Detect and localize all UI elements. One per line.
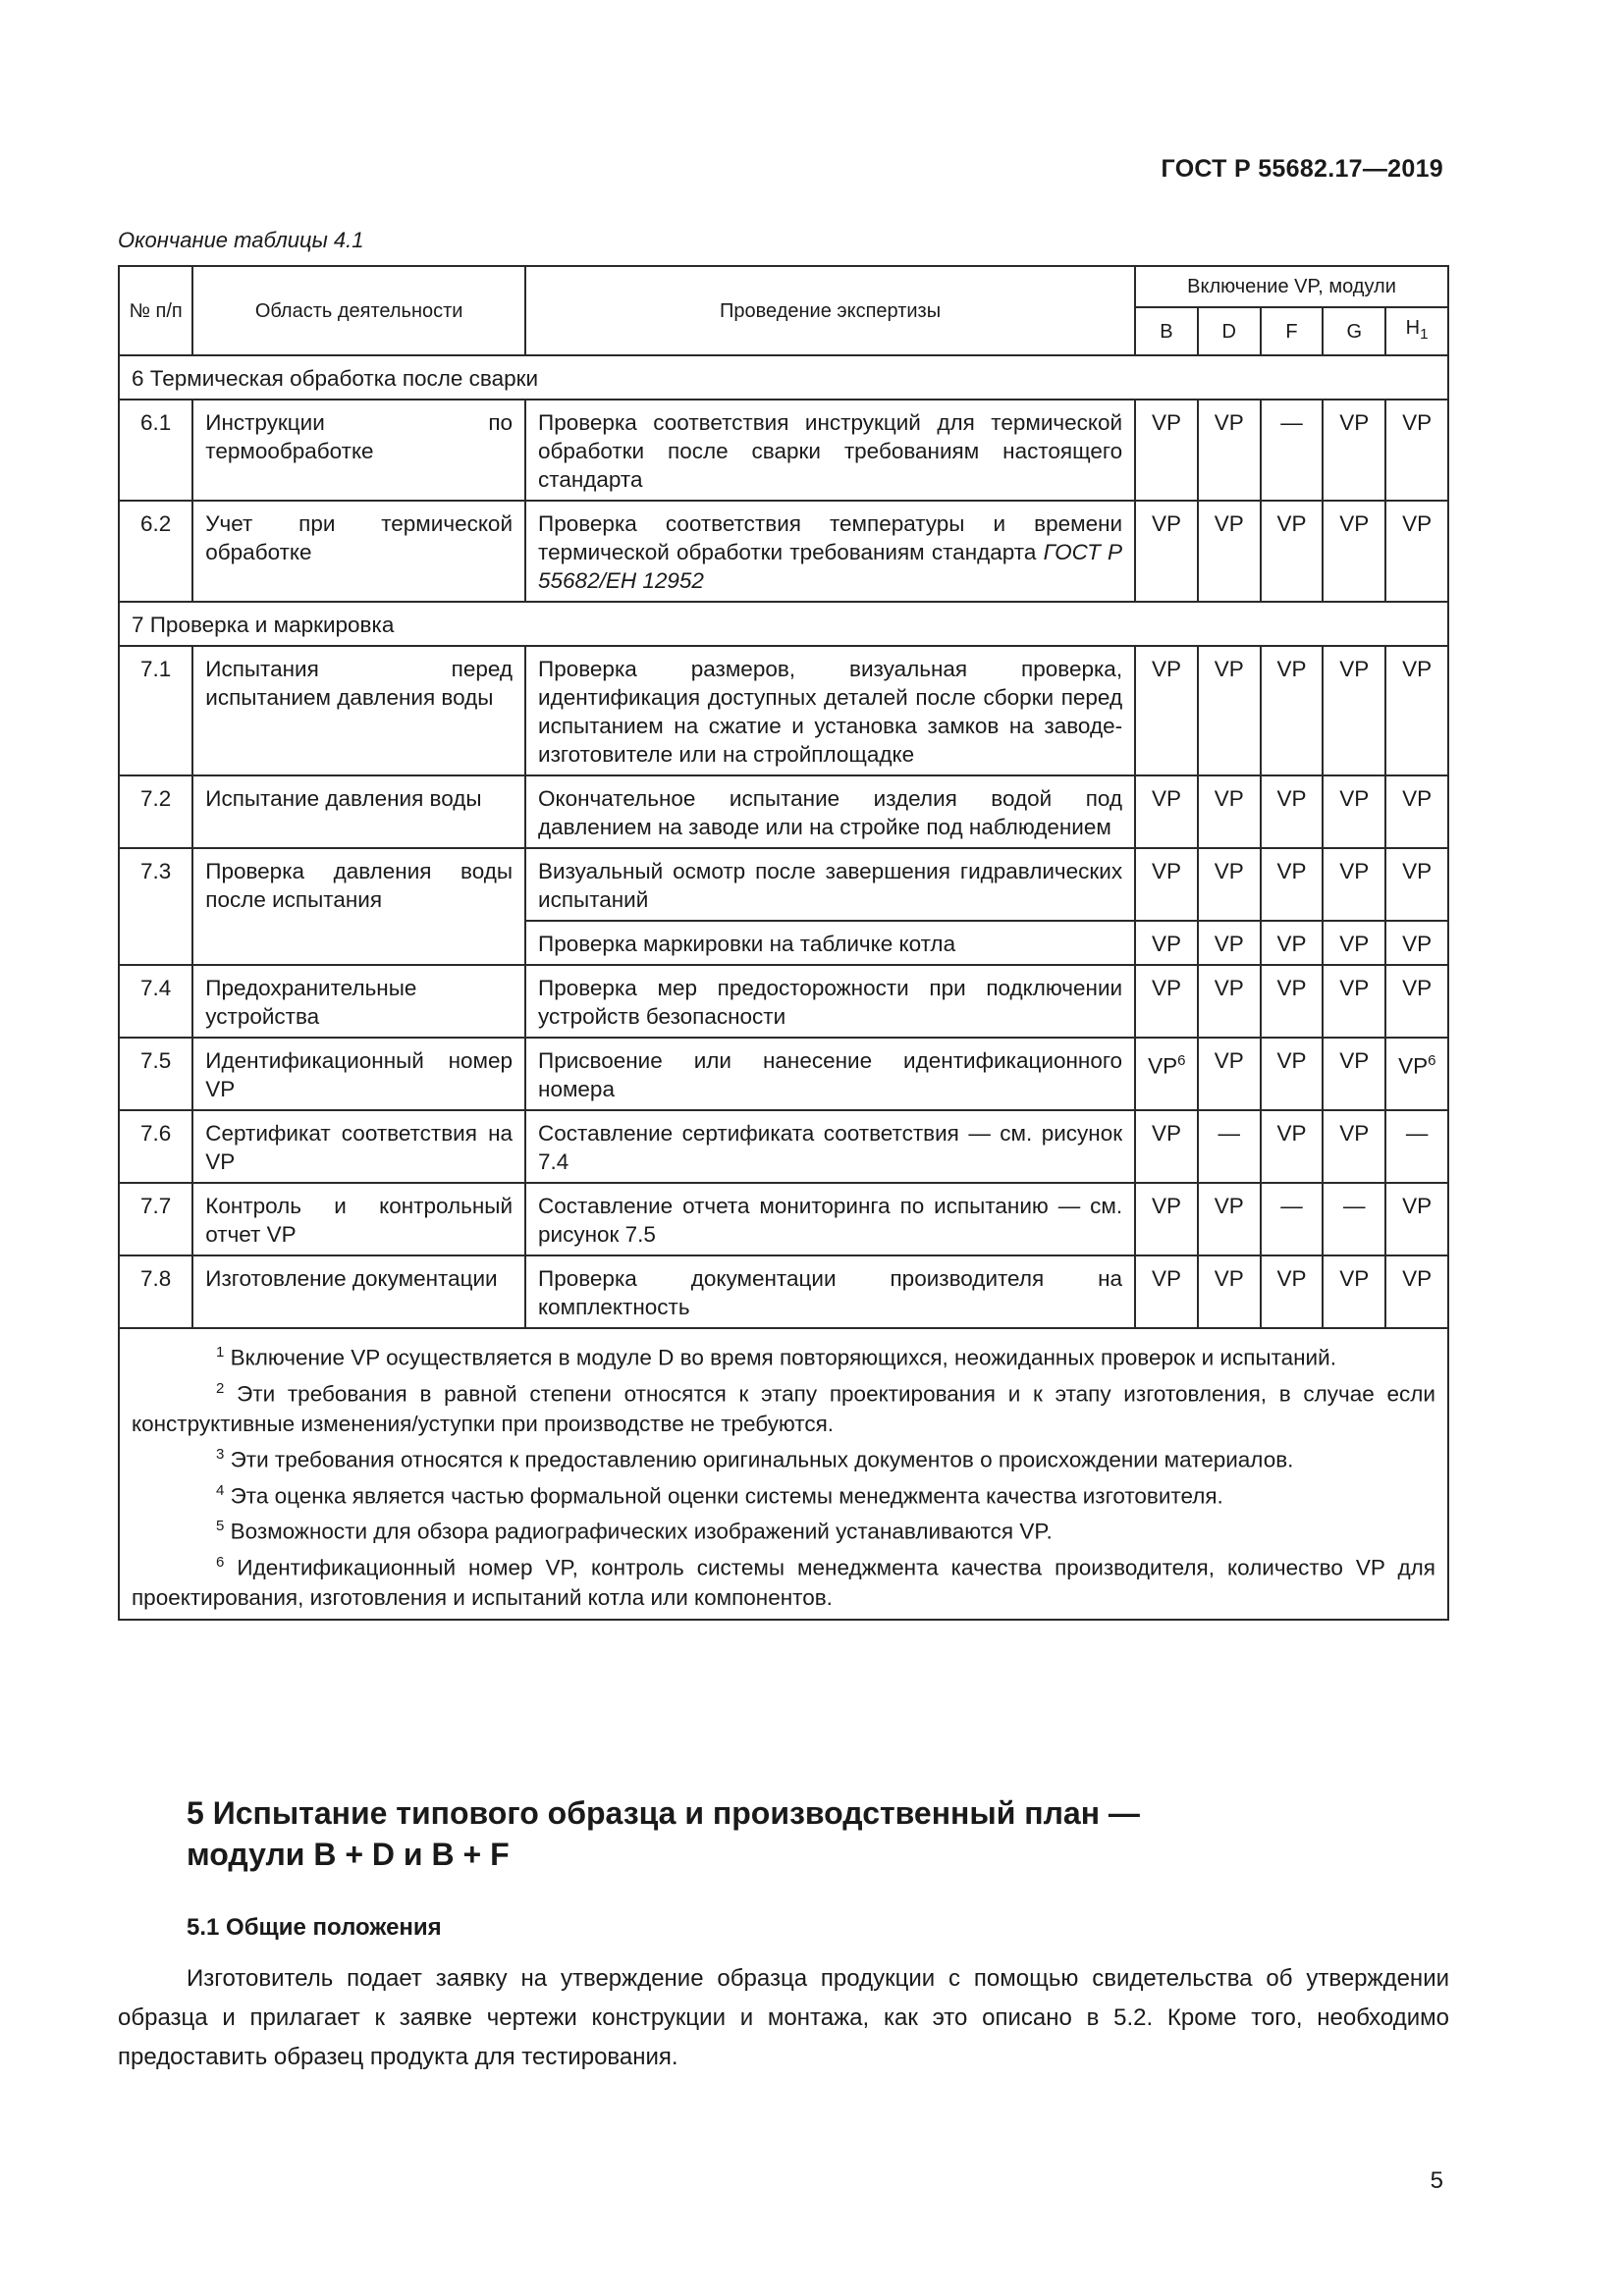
- cell-module-b: VP: [1135, 775, 1198, 848]
- cell-module-b: VP: [1135, 400, 1198, 501]
- cell-module-g: VP: [1323, 646, 1385, 775]
- table-row: [119, 501, 1448, 602]
- cell-module-h1: VP: [1385, 965, 1448, 1038]
- cell-module-d: —: [1198, 1110, 1261, 1183]
- cell-module-g: —: [1323, 1183, 1385, 1255]
- cell-module-g: VP: [1323, 1110, 1385, 1183]
- cell-module-b: VP: [1135, 1255, 1198, 1328]
- cell-module-f: VP: [1261, 501, 1324, 602]
- cell-module-d: VP: [1198, 1183, 1261, 1255]
- cell-module-h1: VP: [1385, 646, 1448, 775]
- row-area: Инструкции по термообработке: [192, 400, 525, 501]
- cell-module-h1: VP: [1385, 501, 1448, 602]
- body-paragraph: Изготовитель подает заявку на утверждение образца продукции с помощью свидетельства об утверждении образца и прилагает к заявке чертежи конструкции и монтажа, как это описано в 5.2. Кроме того, необходимо предоставить образец продукта для тестирования.: [118, 1965, 1449, 2070]
- cell-module-b: $VP^6$: [1135, 1038, 1198, 1110]
- cell-module-h1: VP: [1385, 921, 1448, 965]
- cell-module-b: VP: [1135, 1110, 1198, 1183]
- table-notes: [119, 1328, 1448, 1620]
- header-expertise: Проведение экспертизы: [525, 266, 1135, 355]
- section-row: [119, 602, 1448, 646]
- cell-module-g: VP: [1323, 965, 1385, 1038]
- cell-module-g: VP: [1323, 775, 1385, 848]
- row-expertise: Проверка соответствия температуры и времени термической обработки требованиям стандарта ГОСТ Р 55682/ЕН 12952: [525, 501, 1135, 602]
- row-number: 7.2: [119, 775, 192, 848]
- row-expertise: Проверка документации производителя на комплектность: [525, 1255, 1135, 1328]
- section-title: 6 Термическая обработка после сварки: [119, 355, 1448, 400]
- row-number: 7.8: [119, 1255, 192, 1328]
- footnote: $^4$ Эта оценка является частью формальной оценки системы менеджмента качества изготовителя.: [216, 1481, 1223, 1508]
- table-header-row: [119, 266, 1448, 307]
- table-row: [119, 1183, 1448, 1255]
- row-area: Контроль и контрольный отчет VP: [192, 1183, 525, 1255]
- cell-module-f: VP: [1261, 965, 1324, 1038]
- header-module-f: F: [1261, 307, 1324, 355]
- cell-module-h1: —: [1385, 1110, 1448, 1183]
- footnote: $^6$ Идентификационный номер VP, контроль системы менеджмента качества производителя, количество VP для проектирования, изготовления и испытаний котла или компонентов.: [132, 1553, 1435, 1610]
- cell-module-f: —: [1261, 400, 1324, 501]
- cell-module-d: VP: [1198, 1255, 1261, 1328]
- notes-row: [119, 1328, 1448, 1620]
- table-4-1: [118, 265, 1449, 1621]
- table-row: [119, 965, 1448, 1038]
- table-row: [119, 400, 1448, 501]
- cell-module-d: VP: [1198, 775, 1261, 848]
- cell-module-f: —: [1261, 1183, 1324, 1255]
- cell-module-b: VP: [1135, 501, 1198, 602]
- cell-module-d: VP: [1198, 646, 1261, 775]
- document-code: ГОСТ Р 55682.17—2019: [1161, 155, 1443, 183]
- section-heading: 5 Испытание типового образца и производственный план — модули B + D и B + F: [187, 1795, 1140, 1872]
- header-module-b: B: [1135, 307, 1198, 355]
- row-area: Учет при термической обработке: [192, 501, 525, 602]
- cell-module-g: VP: [1323, 501, 1385, 602]
- row-expertise: Проверка маркировки на табличке котла: [525, 921, 1135, 965]
- table-row: [119, 848, 1448, 921]
- cell-module-g: VP: [1323, 848, 1385, 921]
- cell-module-f: VP: [1261, 646, 1324, 775]
- subsection-heading: 5.1 Общие положения: [187, 1914, 442, 1941]
- cell-module-b: VP: [1135, 848, 1198, 921]
- row-expertise: Окончательное испытание изделия водой под давлением на заводе или на стройке под наблюдением: [525, 775, 1135, 848]
- table-row: [119, 646, 1448, 775]
- section-row: [119, 355, 1448, 400]
- cell-module-f: VP: [1261, 1038, 1324, 1110]
- cell-module-g: VP: [1323, 921, 1385, 965]
- cell-module-d: VP: [1198, 965, 1261, 1038]
- header-module-h1: $H_1$: [1385, 307, 1448, 355]
- cell-module-b: VP: [1135, 646, 1198, 775]
- footnote: $^5$ Возможности для обзора радиографических изображений устанавливаются VP.: [216, 1518, 1053, 1544]
- row-expertise: Проверка соответствия инструкций для термической обработки после сварки требованиям настоящего стандарта: [525, 400, 1135, 501]
- cell-module-h1: VP: [1385, 848, 1448, 921]
- row-number: 7.3: [119, 848, 192, 965]
- header-module-g: G: [1323, 307, 1385, 355]
- header-module-d: D: [1198, 307, 1261, 355]
- row-number: 7.1: [119, 646, 192, 775]
- row-area: Испытания перед испытанием давления воды: [192, 646, 525, 775]
- cell-module-g: VP: [1323, 400, 1385, 501]
- row-expertise: Присвоение или нанесение идентификационного номера: [525, 1038, 1135, 1110]
- row-number: 6.2: [119, 501, 192, 602]
- row-expertise: Проверка размеров, визуальная проверка, идентификация доступных деталей после сборки перед испытанием на сжатие и установка замков на заводе-изготовителе или на стройплощадке: [525, 646, 1135, 775]
- table-caption: Окончание таблицы 4.1: [118, 228, 364, 252]
- footnote: $^1$ Включение VP осуществляется в модуле D во время повторяющихся, неожиданных проверок и испытаний.: [216, 1344, 1336, 1370]
- row-expertise: Составление отчета мониторинга по испытанию — см. рисунок 7.5: [525, 1183, 1135, 1255]
- page-number: 5: [1430, 2167, 1443, 2194]
- cell-module-d: VP: [1198, 501, 1261, 602]
- cell-module-d: VP: [1198, 921, 1261, 965]
- cell-module-h1: VP: [1385, 1255, 1448, 1328]
- cell-module-g: VP: [1323, 1255, 1385, 1328]
- cell-module-f: VP: [1261, 921, 1324, 965]
- cell-module-b: VP: [1135, 921, 1198, 965]
- cell-module-h1: VP: [1385, 1183, 1448, 1255]
- section-title: 7 Проверка и маркировка: [119, 602, 1448, 646]
- table-row: [119, 1038, 1448, 1110]
- cell-module-f: VP: [1261, 1255, 1324, 1328]
- cell-module-g: VP: [1323, 1038, 1385, 1110]
- row-number: 7.6: [119, 1110, 192, 1183]
- row-area: Испытание давления воды: [192, 775, 525, 848]
- row-area: Идентификационный номер VP: [192, 1038, 525, 1110]
- row-expertise: Составление сертификата соответствия — см. рисунок 7.4: [525, 1110, 1135, 1183]
- header-num: № п/п: [119, 266, 192, 355]
- cell-module-h1: $VP^6$: [1385, 1038, 1448, 1110]
- cell-module-f: VP: [1261, 1110, 1324, 1183]
- row-number: 7.7: [119, 1183, 192, 1255]
- footnote: $^2$ Эти требования в равной степени относятся к этапу проектирования и к этапу изготовления, в случае если конструктивные изменения/уступки при производстве не требуются.: [132, 1379, 1435, 1436]
- row-number: 6.1: [119, 400, 192, 501]
- row-expertise: Проверка мер предосторожности при подключении устройств безопасности: [525, 965, 1135, 1038]
- cell-module-d: VP: [1198, 848, 1261, 921]
- cell-module-d: VP: [1198, 1038, 1261, 1110]
- footnote: $^3$ Эти требования относятся к предоставлению оригинальных документов о происхождении материалов.: [216, 1446, 1294, 1472]
- row-number: 7.4: [119, 965, 192, 1038]
- row-area: Предохранительные устройства: [192, 965, 525, 1038]
- header-area: Область деятельности: [192, 266, 525, 355]
- row-area: Изготовление документации: [192, 1255, 525, 1328]
- cell-module-f: VP: [1261, 848, 1324, 921]
- cell-module-f: VP: [1261, 775, 1324, 848]
- row-number: 7.5: [119, 1038, 192, 1110]
- table-row: [119, 775, 1448, 848]
- table-row: [119, 1255, 1448, 1328]
- row-expertise: Визуальный осмотр после завершения гидравлических испытаний: [525, 848, 1135, 921]
- row-area: Проверка давления воды после испытания: [192, 848, 525, 965]
- cell-module-b: VP: [1135, 965, 1198, 1038]
- cell-module-d: VP: [1198, 400, 1261, 501]
- cell-module-h1: VP: [1385, 400, 1448, 501]
- cell-module-b: VP: [1135, 1183, 1198, 1255]
- cell-module-h1: VP: [1385, 775, 1448, 848]
- standard-reference: ГОСТ Р 55682/ЕН 12952: [538, 540, 1123, 593]
- header-modules: Включение VP, модули: [1135, 266, 1448, 307]
- row-area: Сертификат соответствия на VP: [192, 1110, 525, 1183]
- table-row: [119, 1110, 1448, 1183]
